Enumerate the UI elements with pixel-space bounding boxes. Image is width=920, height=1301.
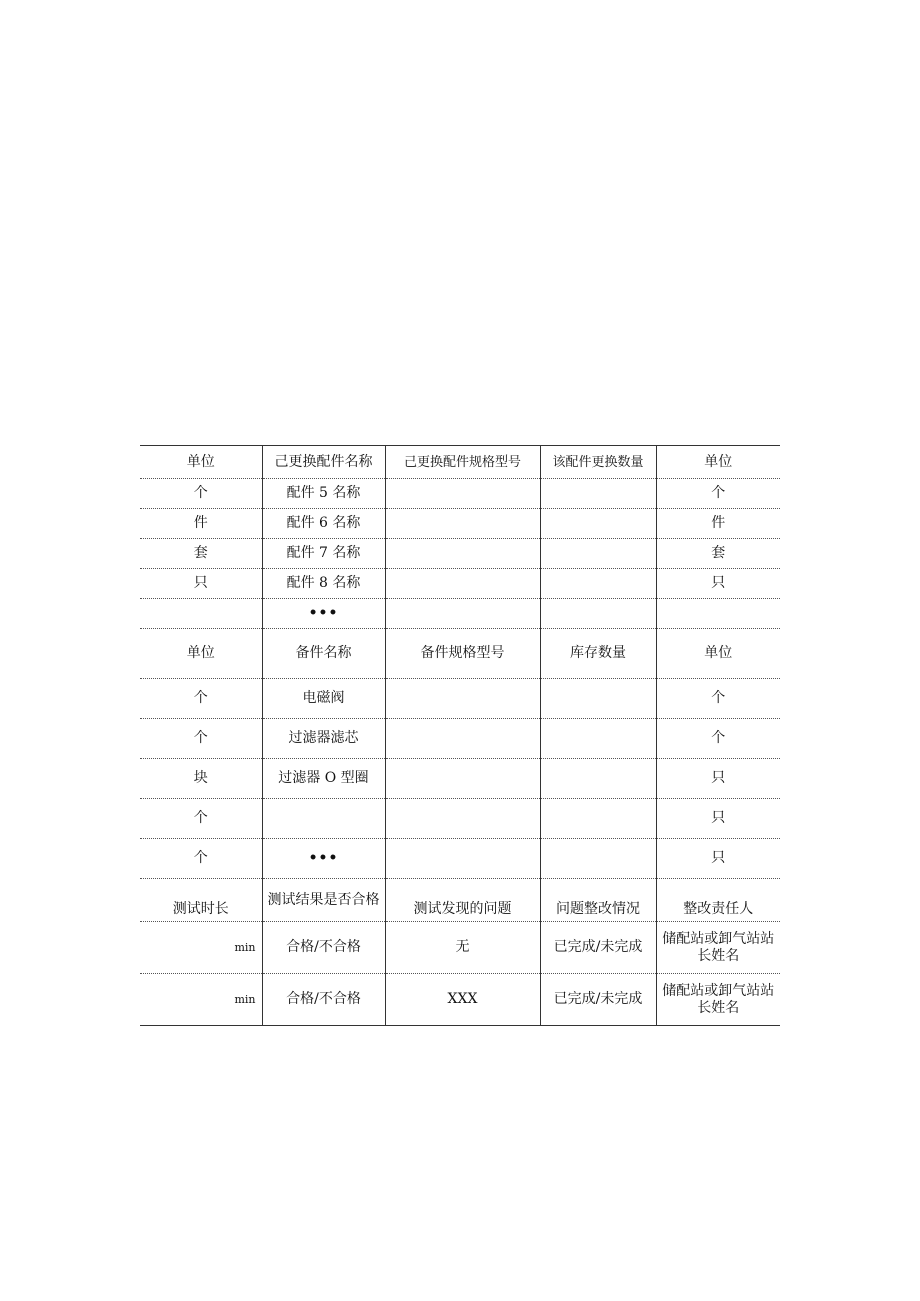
ellipsis-cell: ••• [262, 839, 385, 879]
table-cell: 储配站或卸气站站长姓名 [656, 922, 780, 974]
table-cell [385, 679, 540, 719]
table-row [140, 839, 780, 879]
table-cell [540, 539, 656, 569]
table-cell: 过滤器 O 型圈 [262, 759, 385, 799]
table-cell [385, 569, 540, 599]
table-cell: 合格/不合格 [262, 974, 385, 1026]
header-cell: 己更换配件规格型号 [385, 446, 540, 479]
header-cell: 单位 [656, 446, 780, 479]
header-cell: 库存数量 [540, 629, 656, 679]
table-row [140, 679, 780, 719]
table-cell [385, 509, 540, 539]
table-cell: 个 [656, 719, 780, 759]
table-cell [540, 839, 656, 879]
replaced-parts-header-row [140, 446, 780, 479]
table-row [140, 479, 780, 509]
table-cell: XXX [385, 974, 540, 1026]
table-row [140, 922, 780, 974]
table-cell [385, 479, 540, 509]
table-row [140, 759, 780, 799]
table-cell: 个 [656, 679, 780, 719]
header-cell: 己更换配件名称 [262, 446, 385, 479]
table-cell: 个 [140, 479, 262, 509]
header-cell: 备件名称 [262, 629, 385, 679]
table-cell: 配件 7 名称 [262, 539, 385, 569]
duration-cell: min [140, 974, 262, 1026]
header-cell: 单位 [140, 446, 262, 479]
test-results-header-row [140, 879, 780, 922]
header-cell: 备件规格型号 [385, 629, 540, 679]
duration-cell: min [140, 922, 262, 974]
header-cell: 单位 [140, 629, 262, 679]
table-cell [385, 759, 540, 799]
spare-parts-header-row [140, 629, 780, 679]
table-cell: 套 [140, 539, 262, 569]
table-row [140, 539, 780, 569]
table-row [140, 799, 780, 839]
table-cell [540, 599, 656, 629]
table-cell [540, 679, 656, 719]
table-cell [540, 759, 656, 799]
table-row [140, 974, 780, 1026]
table-cell: 合格/不合格 [262, 922, 385, 974]
table-cell: 电磁阀 [262, 679, 385, 719]
table-cell [385, 839, 540, 879]
header-cell: 单位 [656, 629, 780, 679]
table-cell: 已完成/未完成 [540, 922, 656, 974]
table-cell: 只 [656, 839, 780, 879]
table-cell: 配件 6 名称 [262, 509, 385, 539]
table-cell: 件 [656, 509, 780, 539]
header-cell: 问题整改情况 [540, 879, 656, 922]
table-cell [140, 599, 262, 629]
table-cell [540, 479, 656, 509]
table-cell: 只 [656, 759, 780, 799]
table-cell: 过滤器滤芯 [262, 719, 385, 759]
table-cell [385, 799, 540, 839]
table-cell [540, 509, 656, 539]
header-cell: 测试发现的问题 [385, 879, 540, 922]
table-cell [385, 719, 540, 759]
table-cell: 套 [656, 539, 780, 569]
ellipsis-cell: ••• [262, 599, 385, 629]
header-cell: 该配件更换数量 [540, 446, 656, 479]
table-cell: 只 [656, 569, 780, 599]
table-cell: 已完成/未完成 [540, 974, 656, 1026]
table-cell [385, 599, 540, 629]
table-cell: 储配站或卸气站站长姓名 [656, 974, 780, 1026]
table-cell [656, 599, 780, 629]
table-cell [540, 569, 656, 599]
table-row [140, 509, 780, 539]
table-cell: 个 [140, 719, 262, 759]
table-cell: 块 [140, 759, 262, 799]
table-row [140, 599, 780, 629]
maintenance-record-table [140, 445, 780, 1026]
table-row [140, 719, 780, 759]
table-cell: 个 [140, 679, 262, 719]
table-cell [262, 799, 385, 839]
table-cell: 配件 5 名称 [262, 479, 385, 509]
table-row [140, 569, 780, 599]
header-cell: 整改责任人 [656, 879, 780, 922]
table-cell: 无 [385, 922, 540, 974]
table-cell [540, 719, 656, 759]
table-cell: 件 [140, 509, 262, 539]
header-cell: 测试时长 [140, 879, 262, 922]
table-cell [385, 539, 540, 569]
table-cell [540, 799, 656, 839]
table-cell: 只 [140, 569, 262, 599]
header-cell: 测试结果是否合格 [262, 879, 385, 922]
table-cell: 个 [140, 799, 262, 839]
table-cell: 个 [140, 839, 262, 879]
table-cell: 只 [656, 799, 780, 839]
table-cell: 配件 8 名称 [262, 569, 385, 599]
table-cell: 个 [656, 479, 780, 509]
